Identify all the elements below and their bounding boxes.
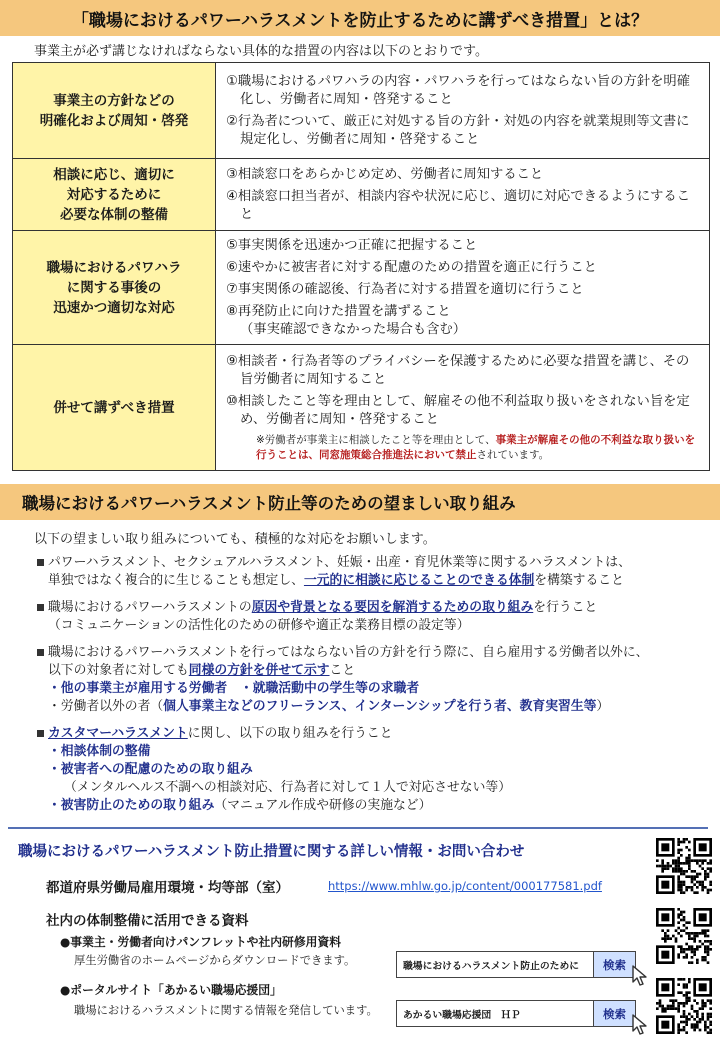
list-item: 職場におけるパワーハラスメントの原因や背景となる要因を解消するための取り組みを行うこと （コミュニケーションの活性化のための研修や適正な業務目標の設定等） [36, 599, 706, 635]
table-row [13, 159, 710, 231]
qr-code-icon[interactable] [656, 908, 712, 964]
category-cell: 事業主の方針などの 明確化および周知・啓発 [13, 63, 216, 159]
contact-divider [8, 827, 708, 829]
section1-title-band [0, 0, 720, 36]
search-query[interactable]: あかるい職場応援団 ＨＰ [403, 1009, 521, 1021]
portal-title: ●ポータルサイト「あかるい職場応援団」 [60, 983, 282, 997]
list-item: 職場におけるパワーハラスメントを行ってはならない旨の方針を行う際に、自ら雇用する労働者以外に、 以下の対象者に対しても同様の方針を併せて示すこと ・他の事業主が雇用する労働者 ・就職活動中の学生等の求職者 ・労働者以外の者（個人事業主などのフリーランス、インターンシップを行う者、教育実習生等） [36, 644, 706, 716]
pointer-cursor-icon [630, 964, 652, 986]
section2-title: 職場におけるパワーハラスメント防止等のための望ましい取り組み [22, 494, 516, 513]
category-cell: 職場におけるパワハラ に関する事後の 迅速かつ適切な対応 [13, 231, 216, 345]
table-row [13, 345, 710, 471]
measure-item: ⑥速やかに被害者に対する配慮のための措置を適正に行うこと [226, 259, 597, 275]
section2-title-band [0, 484, 720, 520]
list-item: カスタマーハラスメントに関し、以下の取り組みを行うこと ・相談体制の整備 ・被害者への配慮のための取り組み （メンタルヘルス不調への相談対応、行為者に対して１人で対応させない等） ・被害防止のための取り組み（マニュアル作成や研修の実施など） [36, 725, 706, 815]
qr-code-icon[interactable] [656, 978, 712, 1034]
category-cell: 相談に応じ、適切に 対応するために 必要な体制の整備 [13, 159, 216, 231]
measure-item: ②行為者について、厳正に対処する旨の方針・対処の内容を就業規則等文書に規定化し、労働者に周知・啓発すること [226, 113, 690, 147]
pointer-cursor-icon [630, 1013, 652, 1035]
detail-cell [216, 345, 710, 471]
list-item: パワーハラスメント、セクシュアルハラスメント、妊娠・出産・育児休業等に関するハラスメントは、 単独ではなく複合的に生じることも想定し、一元的に相談に応じることのできる体制を構築すること [36, 554, 706, 590]
pamphlet-title: ●事業主・労働者向けパンフレットや社内研修用資料 [60, 935, 342, 949]
measure-item: ⑦事実関係の確認後、行為者に対する措置を適切に行うこと [226, 281, 584, 297]
measure-item: ⑩相談したこと等を理由として、解雇その他不利益取り扱いをされない旨を定め、労働者に周知・啓発すること [226, 393, 690, 427]
measure-item: ①職場におけるパワハラの内容・パワハラを行ってはならない旨の方針を明確化し、労働者に周知・啓発すること [226, 73, 691, 107]
measure-item: ⑤事実関係を迅速かつ正確に把握すること [226, 237, 478, 253]
section2-intro: 以下の望ましい取り組みについても、積極的な対応をお願いします。 [34, 532, 436, 547]
search-query[interactable]: 職場におけるハラスメント防止のために [403, 960, 580, 972]
measures-table [12, 62, 710, 471]
table-row [13, 231, 710, 345]
detail-cell [216, 231, 710, 345]
search-button[interactable]: 検索 [593, 1001, 635, 1026]
materials-title: 社内の体制整備に活用できる資料 [46, 913, 249, 929]
section1-title: 「職場におけるパワーハラスメントを防止するために講ずべき措置」とは？ [71, 10, 649, 31]
category-cell: 併せて講ずべき措置 [13, 345, 216, 471]
office-name: 都道府県労働局雇用環境・均等部（室） [46, 880, 289, 896]
search-box-pamphlet[interactable] [396, 951, 636, 978]
office-url-link[interactable]: https://www.mhlw.go.jp/content/000177581.pdf [328, 879, 602, 893]
detail-cell [216, 63, 710, 159]
section1-intro: 事業主が必ず講じなければならない具体的な措置の内容は以下のとおりです。 [34, 44, 488, 59]
search-box-portal[interactable] [396, 1000, 636, 1027]
detail-cell [216, 159, 710, 231]
measure-item: ④相談窓口担当者が、相談内容や状況に応じ、適切に対応できるようにすること [226, 188, 691, 222]
prohibition-note: ※労働者が事業主に相談したこと等を理由として、事業主が解雇その他の不利益な取り扱いを行うことは、同窓施策総合推進法において禁止されています。 [256, 433, 696, 461]
measure-item: ⑨相談者・行為者等のプライバシーを保護するために必要な措置を講じ、その旨労働者に周知すること [226, 353, 690, 387]
search-button[interactable]: 検索 [593, 952, 635, 977]
qr-code-icon[interactable] [656, 838, 712, 894]
pamphlet-desc: 厚生労働省のホームページからダウンロードできます。 [74, 954, 356, 967]
portal-desc: 職場におけるハラスメントに関する情報を発信しています。 [74, 1004, 378, 1017]
table-row [13, 63, 710, 159]
measure-item: ③相談窓口をあらかじめ定め、労働者に周知すること [226, 166, 544, 182]
measure-item: ⑧再発防止に向けた措置を講ずること （事実確認できなかった場合も含む） [226, 303, 467, 337]
contact-title: 職場におけるパワーハラスメント防止措置に関する詳しい情報・お問い合わせ [18, 844, 525, 860]
recommended-list [36, 554, 706, 824]
